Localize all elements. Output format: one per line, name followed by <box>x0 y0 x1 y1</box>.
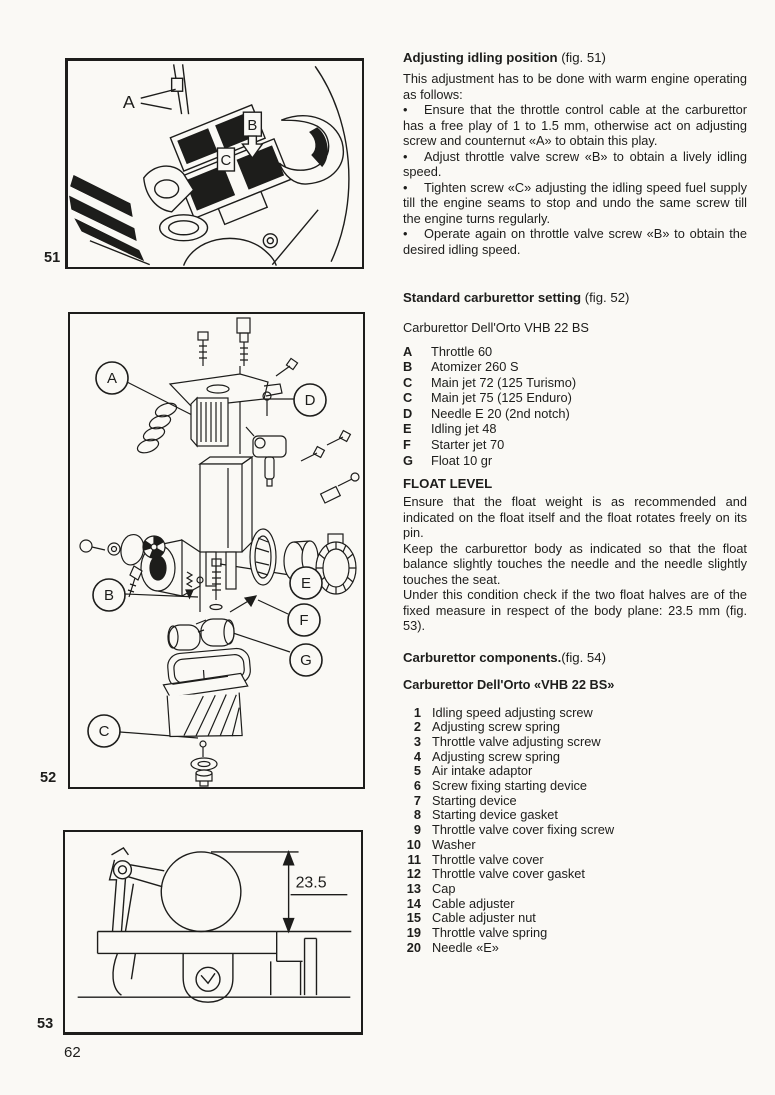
spec-value: Main jet 72 (125 Turismo) <box>431 374 577 390</box>
component-number: 14 <box>406 895 421 911</box>
component-row <box>403 779 747 794</box>
spec-key: D <box>403 405 413 421</box>
figure-53-frame <box>63 830 363 1035</box>
spec-value: Atomizer 260 S <box>431 359 519 375</box>
bullet-paragraph <box>403 180 747 227</box>
component-number: 9 <box>413 822 421 838</box>
figure-52-number: 52 <box>40 770 57 786</box>
spec-value: Main jet 75 (125 Enduro) <box>431 390 572 406</box>
carburettor-model: Carburettor Dell'Orto «VHB 22 BS» <box>403 677 615 692</box>
figure-51-number: 51 <box>44 250 61 266</box>
component-label: Starting device gasket <box>432 807 558 823</box>
bullet-text: Ensure that the throttle control cable at the carburettor has a free play of 1 to 1.5 mm, otherwise act on adjusting screw and counternut «A» to obtain this play. <box>403 102 747 148</box>
spec-key: C <box>403 390 413 406</box>
bullet-paragraph <box>403 102 747 149</box>
component-number: 13 <box>406 880 421 896</box>
bullet-text: Tighten screw «C» adjusting the idling speed fuel supply till the engine seams to stop and undo the same screw till the engine turns regularly. <box>403 179 747 226</box>
component-label: Air intake adaptor <box>432 763 533 779</box>
bullet-glyph: • <box>403 179 408 195</box>
component-row <box>403 735 747 750</box>
fig52-label-d: D <box>304 392 316 409</box>
section-heading <box>403 476 747 492</box>
bullet-glyph: • <box>403 102 408 117</box>
paragraph: Ensure that the float weight is as recommended and indicated on the float itself and the float rotates freely on its pin. <box>403 494 747 540</box>
spec-value: Throttle 60 <box>431 343 493 359</box>
component-row <box>403 941 747 956</box>
bullet-paragraph <box>403 149 747 180</box>
spec-key: G <box>403 452 413 468</box>
fig51-label-a: A <box>122 92 135 113</box>
intro-paragraph: This adjustment has to be done with warm engine operating as follows: <box>403 71 747 102</box>
component-row <box>403 706 747 721</box>
heading-title: FLOAT LEVEL <box>403 476 493 491</box>
component-number: 20 <box>406 939 421 955</box>
section-float-level <box>403 476 747 634</box>
component-row <box>403 764 747 779</box>
fig53-dimension-label: 23.5 <box>295 874 327 892</box>
bullet-glyph: • <box>403 148 408 164</box>
component-label: Cap <box>432 880 456 896</box>
float-level-paragraphs <box>403 494 747 634</box>
component-number: 5 <box>413 763 421 779</box>
component-row <box>403 750 747 765</box>
bullet-glyph: • <box>403 226 408 241</box>
bullet-text: Adjust throttle valve screw «B» to obtain a lively idling speed. <box>403 148 747 179</box>
fig51-label-b: B <box>247 117 258 135</box>
spec-row <box>403 344 747 360</box>
spec-key: B <box>403 359 413 375</box>
component-row <box>403 720 747 735</box>
figure-53-number: 53 <box>37 1016 54 1032</box>
component-number: 12 <box>406 866 421 882</box>
heading-title: Carburettor components. <box>403 650 562 665</box>
component-label: Adjusting screw spring <box>432 719 561 735</box>
spec-row <box>403 359 747 375</box>
spec-row <box>403 437 747 453</box>
fig52-label-e: E <box>300 575 312 592</box>
spec-row <box>403 390 747 406</box>
spec-row <box>403 375 747 391</box>
heading-fig-ref: (fig. 54) <box>561 650 606 665</box>
heading-fig-ref: (fig. 52) <box>581 290 630 305</box>
component-number: 7 <box>413 792 421 808</box>
fig52-label-f: F <box>299 612 309 629</box>
spec-row <box>403 406 747 422</box>
spec-value: Float 10 gr <box>431 452 493 468</box>
component-number: 4 <box>413 748 421 764</box>
component-number: 8 <box>413 807 421 823</box>
paragraph: Keep the carburettor body as indicated so that the float balance slightly touches the needle and the needle slightly touches the seat. <box>403 540 747 587</box>
component-label: Idling speed adjusting screw <box>432 704 593 720</box>
component-number: 19 <box>406 925 421 941</box>
component-number: 3 <box>413 733 421 749</box>
component-number: 15 <box>406 910 421 926</box>
bullet-list <box>403 102 747 257</box>
component-label: Screw fixing starting device <box>432 778 588 794</box>
fig52-label-g: G <box>300 652 312 669</box>
fig52-label-c: C <box>98 723 110 740</box>
heading-title: Standard carburettor setting <box>403 290 582 305</box>
spec-key: F <box>403 437 411 453</box>
fig51-label-c: C <box>220 151 232 169</box>
component-row <box>403 838 747 853</box>
component-number: 1 <box>413 704 421 720</box>
heading-title: Adjusting idling position <box>403 50 558 65</box>
fig52-label-b: B <box>103 587 115 604</box>
float-level-drawing <box>65 832 361 1032</box>
component-label: Throttle valve adjusting screw <box>432 733 601 749</box>
component-number: 10 <box>406 836 421 852</box>
component-number: 11 <box>407 851 421 867</box>
spec-key: A <box>403 343 413 359</box>
component-row <box>403 867 747 882</box>
component-row <box>403 882 747 897</box>
carburettor-model: Carburettor Dell'Orto VHB 22 BS <box>403 320 589 335</box>
figure-51-frame <box>65 58 364 269</box>
component-label: Cable adjuster <box>432 895 515 911</box>
fig52-label-a: A <box>106 370 118 387</box>
component-number: 6 <box>413 778 421 794</box>
spec-key: E <box>403 421 412 437</box>
component-row <box>403 926 747 941</box>
components-list <box>403 706 747 956</box>
spec-list <box>403 344 747 469</box>
heading-fig-ref: (fig. 51) <box>557 50 606 65</box>
spec-value: Needle E 20 (2nd notch) <box>431 405 570 421</box>
spec-row <box>403 421 747 437</box>
component-label: Adjusting screw spring <box>432 748 561 764</box>
page-number: 62 <box>64 1044 81 1061</box>
component-row <box>403 794 747 809</box>
component-label: Throttle valve cover <box>432 851 544 867</box>
carburettor-installed-drawing <box>68 61 362 267</box>
section-heading <box>403 50 747 66</box>
section-components <box>403 650 747 955</box>
component-label: Needle «E» <box>432 939 499 955</box>
bullet-text: Operate again on throttle valve screw «B» to obtain the desired idling speed. <box>403 226 747 257</box>
spec-row <box>403 453 747 469</box>
component-row <box>403 853 747 868</box>
spec-value: Starter jet 70 <box>431 437 505 453</box>
section-heading <box>403 650 747 666</box>
section-standard-setting <box>403 290 747 468</box>
figure-52-frame <box>68 312 365 789</box>
bullet-paragraph <box>403 226 747 257</box>
component-label: Cable adjuster nut <box>432 910 536 926</box>
component-label: Throttle valve spring <box>432 925 548 941</box>
spec-key: C <box>403 374 413 390</box>
component-row <box>403 808 747 823</box>
paragraph: Under this condition check if the two float halves are of the fixed measure in respect of the body plane: 23.5 mm (fig. 53). <box>403 587 747 633</box>
component-row <box>403 911 747 926</box>
component-label: Starting device <box>432 792 517 808</box>
spec-value: Idling jet 48 <box>431 421 497 437</box>
section-heading <box>403 290 747 306</box>
component-row <box>403 823 747 838</box>
carburettor-exploded-drawing <box>70 314 363 787</box>
component-number: 2 <box>413 719 421 735</box>
section-adjusting-idling <box>403 50 747 257</box>
component-label: Throttle valve cover gasket <box>432 866 585 882</box>
component-label: Throttle valve cover fixing screw <box>432 822 615 838</box>
component-row <box>403 897 747 912</box>
component-label: Washer <box>432 836 476 852</box>
text-column <box>403 50 747 1010</box>
